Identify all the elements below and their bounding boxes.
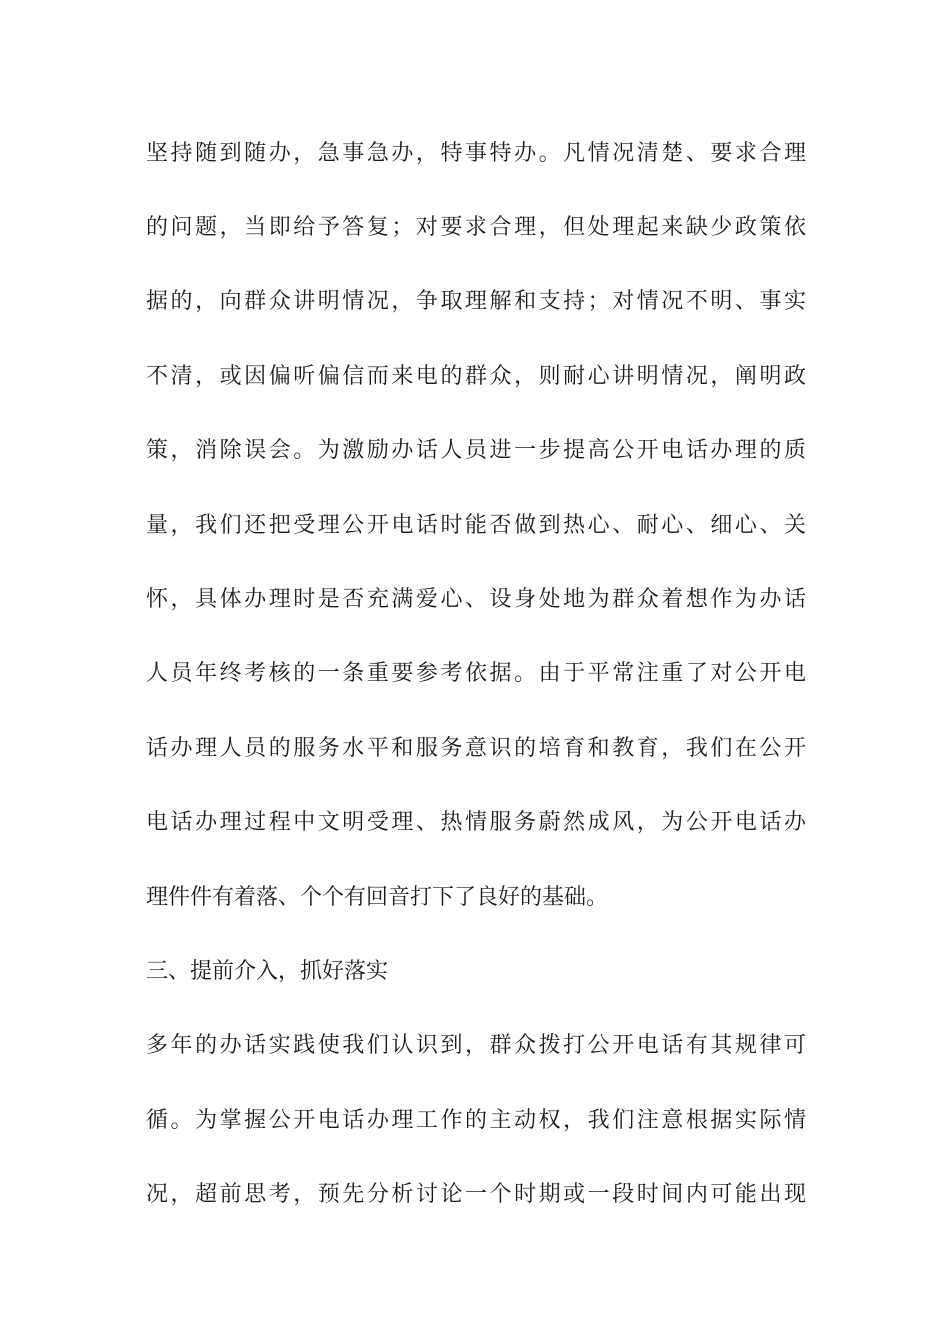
text-line: 多年的办话实践使我们认识到，群众拨打公开电话有其规律可: [146, 1033, 806, 1058]
section-heading: 三、提前介入，抓好落实: [146, 959, 389, 984]
text-line: 况，超前思考，预先分析讨论一个时期或一段时间内可能出现: [146, 1182, 806, 1207]
text-line: 人员年终考核的一条重要参考依据。由于平常注重了对公开电: [146, 661, 806, 686]
text-line: 量，我们还把受理公开电话时能否做到热心、耐心、细心、关: [146, 513, 806, 538]
text-line: 不清，或因偏听偏信而来电的群众，则耐心讲明情况，阐明政: [146, 364, 806, 389]
text-line: 理件件有着落、个个有回音打下了良好的基础。: [146, 885, 609, 910]
text-line: 循。为掌握公开电话办理工作的主动权，我们注意根据实际情: [146, 1108, 806, 1133]
text-line: 策，消除误会。为激励办话人员进一步提高公开电话办理的质: [146, 438, 806, 463]
text-line: 的问题，当即给予答复；对要求合理，但处理起来缺少政策依: [146, 215, 806, 240]
text-line: 怀，具体办理时是否充满爱心、设身处地为群众着想作为办话: [146, 587, 806, 612]
text-line: 话办理人员的服务水平和服务意识的培育和教育，我们在公开: [146, 736, 806, 761]
text-line: 据的，向群众讲明情况，争取理解和支持；对情况不明、事实: [146, 289, 806, 314]
text-line: 电话办理过程中文明受理、热情服务蔚然成风，为公开电话办: [146, 810, 806, 835]
text-line: 坚持随到随办，急事急办，特事特办。凡情况清楚、要求合理: [146, 141, 806, 166]
